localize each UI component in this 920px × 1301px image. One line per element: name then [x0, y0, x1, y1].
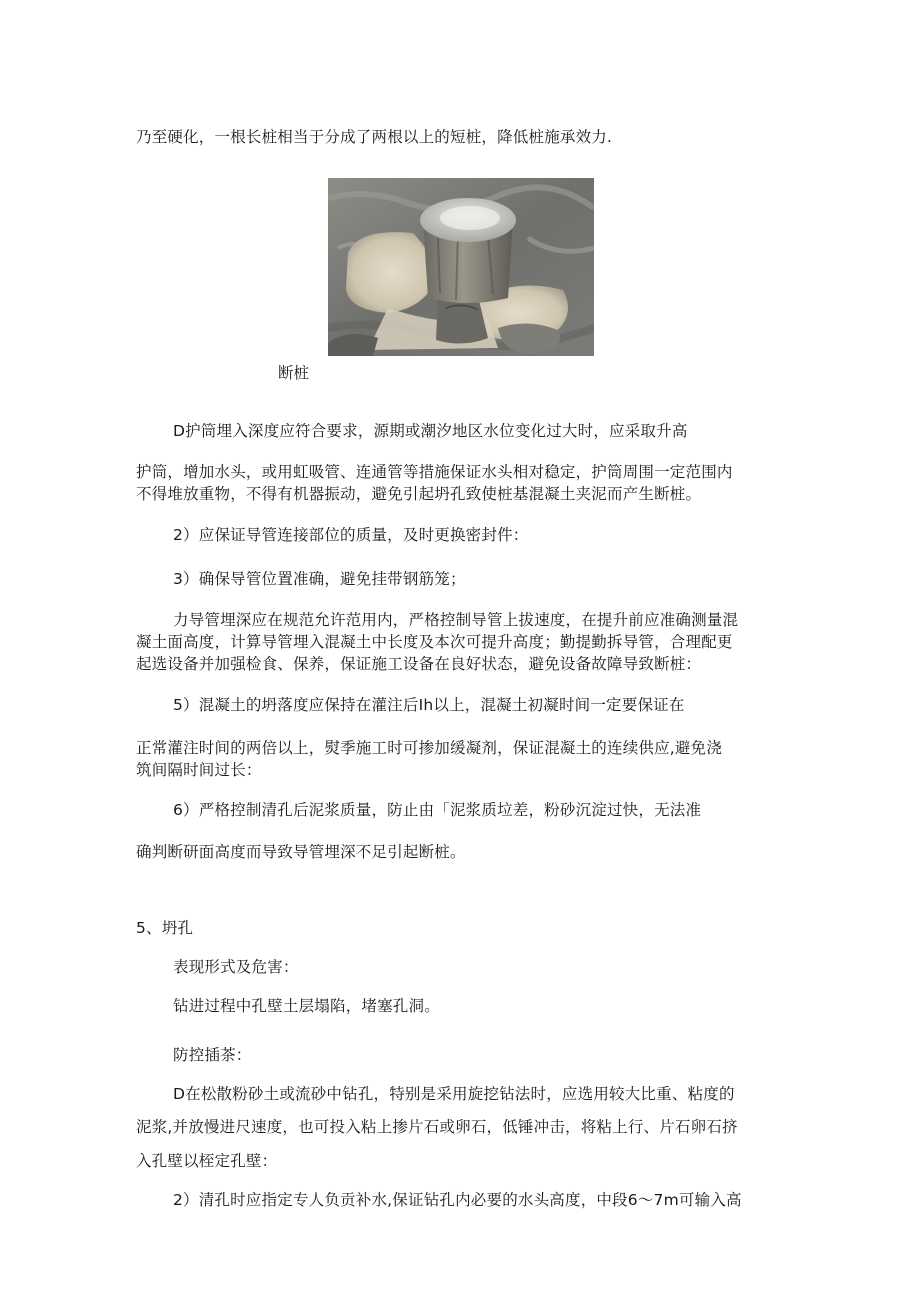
s5-item-1-line-1: D在松散粉砂土或流砂中钻孔，特别是采用旋挖钻法时，应选用较大比重、粘度的: [173, 1085, 735, 1103]
item-1-line-3: 不得堆放重物，不得有机器振动，避免引起坍孔致使桩基混凝土夹泥而产生断桩。: [136, 485, 702, 503]
figure-caption: 断桩: [278, 364, 310, 382]
item-1-line-2: 护筒，增加水头，或用虹吸管、连通管等措施保证水头相对稳定，护筒周围一定范围内: [136, 463, 733, 481]
control-label: 防控插茶：: [173, 1046, 252, 1064]
s5-item-1-line-2: 泥浆,并放慢进尺速度，也可投入粘上掺片石或卵石，低锤冲击，将粘上行、片石卵石挤: [136, 1118, 738, 1136]
item-3-line-1: 3）确保导管位置准确，避免挂带钢筋笼；: [173, 570, 466, 588]
item-2-line-1: 2）应保证导管连接部位的质量，及时更换密封件：: [173, 526, 529, 544]
item-5-line-3: 筑间隔时间过长：: [136, 761, 262, 779]
item-4-line-3: 起选设备并加强检食、保养，保证施工设备在良好状态，避免设备故障导致断桩：: [136, 655, 702, 673]
form-label: 表现形式及危害：: [173, 958, 299, 976]
s5-item-1-line-3: 入孔壁以桎定孔壁：: [136, 1152, 278, 1170]
item-4-line-1: 力导管埋深应在规范允许范用内，严格控制导管上拔速度，在提升前应准确测量混: [173, 611, 739, 629]
item-4-line-2: 凝土面高度，计算导管埋入混凝土中长度及本次可提升高度；勤提勤拆导管，合理配更: [136, 633, 733, 651]
item-5-line-2: 正常灌注时间的两倍以上，熨季施工时可掺加缓凝剂，保证混凝土的连续供应,避免浇: [136, 739, 723, 757]
s5-item-2-line-1: 2）清孔时应指定专人负贡补水,保证钻孔内必要的水头高度，中段6〜7m可输入高: [173, 1191, 742, 1209]
item-1-line-1: D护筒埋入深度应符合要求，源期或潮汐地区水位变化过大时，应采取升高: [173, 422, 688, 440]
broken-pile-photo: [328, 178, 594, 356]
item-6-line-1: 6）严格控制清孔后泥浆质量，防止由「泥浆质垃差，粉砂沉淀过快，无法准: [173, 801, 702, 819]
item-6-line-2: 确判断研面高度而导致导管埋深不足引起断桩。: [136, 843, 466, 861]
intro-line: 乃至硬化，一根长桩相当于分成了两根以上的短桩，降低桩施承效力.: [136, 128, 613, 146]
form-text: 钻进过程中孔壁土层塌陷，堵塞孔洞。: [173, 997, 440, 1015]
item-5-line-1: 5）混凝土的坍落度应保持在灌注后Ih以上，混凝土初凝时间一定要保证在: [173, 696, 685, 714]
section-5-heading: 5、坍孔: [136, 919, 194, 937]
